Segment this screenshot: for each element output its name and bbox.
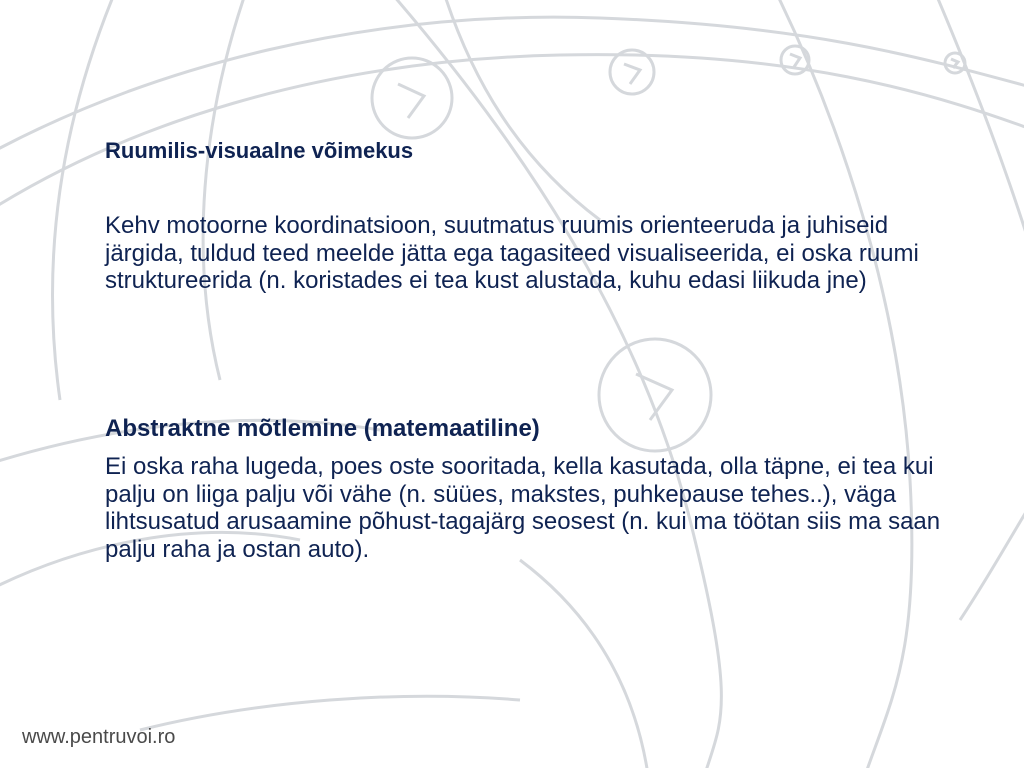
footer-url: www.pentruvoi.ro (22, 726, 176, 748)
section-heading-spatial: Ruumilis-visuaalne võimekus (105, 138, 414, 163)
section-heading-abstract: Abstraktne mõtlemine (matemaatiline) (105, 415, 540, 442)
section-text-spatial: Kehv motoorne koordinatsioon, suutmatus ruumis orienteeruda ja juhiseid järgida, tuldud teed meelde jätta ega tagasiteed visualiseerida, ei oska ruumi struktureerida (n. koristades ei tea kust alustada, kuhu edasi liikuda jne) (105, 212, 919, 294)
section-text-abstract: Ei oska raha lugeda, poes oste sooritada, kella kasutada, olla täpne, ei tea kui palju on liiga palju või vähe (n. süües, makstes, puhkepause tehes..), väga lihtsusatud arusaamine põhust-tagajärg seosest (n. kui ma töötan siis ma saan palju raha ja ostan auto). (105, 453, 941, 563)
